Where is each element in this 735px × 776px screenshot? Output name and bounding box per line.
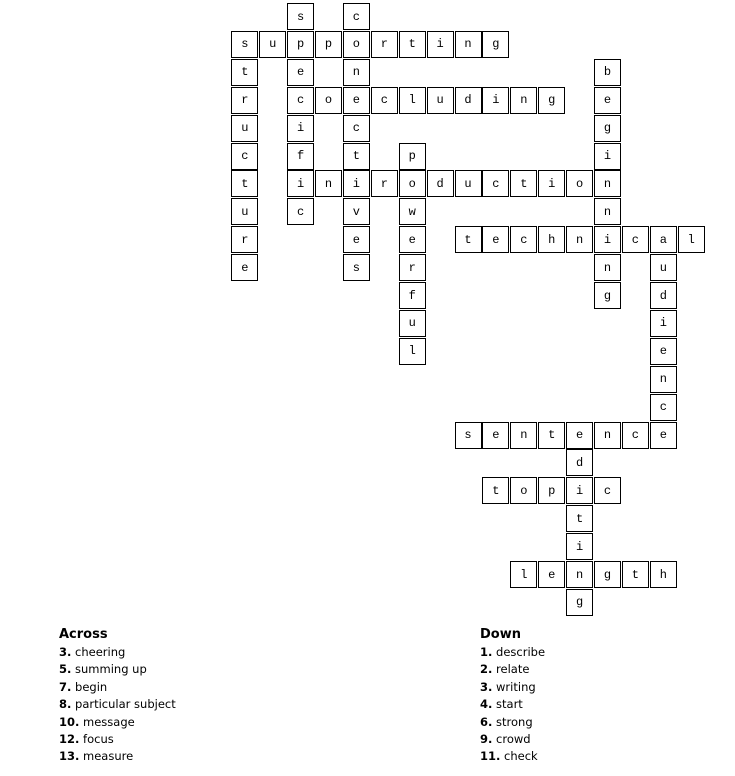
grid-cell[interactable]: e <box>482 422 509 449</box>
grid-cell[interactable]: g <box>566 589 593 616</box>
grid-cell[interactable]: t <box>510 170 537 197</box>
grid-cell[interactable]: o <box>343 31 370 58</box>
grid-cell[interactable]: p <box>399 143 426 170</box>
grid-cell[interactable]: g <box>594 561 621 588</box>
grid-cell[interactable]: v <box>343 198 370 225</box>
down-clue <box>480 714 545 731</box>
grid-cell[interactable]: c <box>287 87 314 114</box>
clue-text: focus <box>79 731 114 746</box>
grid-cell[interactable]: t <box>455 226 482 253</box>
clue-number: 7. <box>59 679 72 694</box>
grid-cell[interactable]: i <box>287 115 314 142</box>
clue-text: check <box>500 749 538 764</box>
grid-cell[interactable]: r <box>371 31 398 58</box>
clue-number: 6. <box>480 714 493 729</box>
grid-cell[interactable]: f <box>399 282 426 309</box>
clue-number: 3. <box>59 645 72 659</box>
grid-cell[interactable]: c <box>343 115 370 142</box>
grid-cell[interactable]: s <box>287 3 314 30</box>
across-clue-list <box>59 644 176 766</box>
down-clue <box>480 748 545 765</box>
grid-cell[interactable]: c <box>231 143 258 170</box>
grid-cell[interactable]: t <box>231 170 258 197</box>
grid-cell[interactable]: n <box>343 59 370 86</box>
grid-cell[interactable]: g <box>594 282 621 309</box>
down-clue-list <box>480 644 545 766</box>
grid-cell[interactable]: i <box>287 170 314 197</box>
grid-cell[interactable]: n <box>315 170 342 197</box>
grid-cell[interactable]: r <box>231 87 258 114</box>
grid-cell[interactable]: e <box>650 422 677 449</box>
clue-number: 12. <box>59 731 80 746</box>
clue-text: relate <box>492 662 530 677</box>
clue-text: message <box>79 714 135 729</box>
grid-cell[interactable]: e <box>287 59 314 86</box>
grid-cell[interactable]: l <box>399 87 426 114</box>
grid-cell[interactable]: e <box>594 87 621 114</box>
grid-cell[interactable]: d <box>427 170 454 197</box>
down-clues <box>480 627 545 766</box>
clue-text: crowd <box>492 731 531 746</box>
grid-cell[interactable]: c <box>510 226 537 253</box>
grid-cell[interactable]: d <box>566 449 593 476</box>
grid-cell[interactable]: n <box>510 422 537 449</box>
grid-cell[interactable]: n <box>594 170 621 197</box>
down-heading: Down <box>480 627 521 642</box>
grid-cell[interactable]: d <box>455 87 482 114</box>
grid-cell[interactable]: f <box>287 143 314 170</box>
grid-cell[interactable]: l <box>399 338 426 365</box>
grid-cell[interactable]: n <box>594 198 621 225</box>
grid-cell[interactable]: w <box>399 198 426 225</box>
grid-cell[interactable]: l <box>678 226 705 253</box>
across-clue <box>59 714 176 731</box>
down-clue <box>480 731 545 748</box>
grid-cell[interactable]: t <box>231 59 258 86</box>
grid-cell[interactable]: c <box>622 422 649 449</box>
grid-cell[interactable]: g <box>538 87 565 114</box>
grid-cell[interactable]: t <box>622 561 649 588</box>
clue-text: start <box>492 697 523 712</box>
grid-cell[interactable]: e <box>343 87 370 114</box>
grid-cell[interactable]: e <box>538 561 565 588</box>
grid-cell[interactable]: n <box>594 254 621 281</box>
grid-cell[interactable]: u <box>259 31 286 58</box>
grid-cell[interactable]: b <box>594 59 621 86</box>
grid-cell[interactable]: s <box>343 254 370 281</box>
grid-cell[interactable]: e <box>343 226 370 253</box>
clue-number: 4. <box>480 697 493 712</box>
grid-cell[interactable]: s <box>231 31 258 58</box>
across-clue <box>59 644 176 661</box>
clue-number: 8. <box>59 697 72 712</box>
grid-cell[interactable]: u <box>650 254 677 281</box>
clue-number: 1. <box>480 645 493 659</box>
grid-cell[interactable]: i <box>650 310 677 337</box>
clue-text: measure <box>79 749 134 764</box>
across-heading: Across <box>59 627 108 642</box>
grid-cell[interactable]: g <box>594 115 621 142</box>
clue-text: writing <box>492 679 536 694</box>
grid-cell[interactable]: n <box>510 87 537 114</box>
down-clue <box>480 679 545 696</box>
clue-text: strong <box>492 714 533 729</box>
grid-cell[interactable]: i <box>482 87 509 114</box>
grid-cell[interactable]: i <box>594 143 621 170</box>
grid-cell[interactable]: n <box>566 226 593 253</box>
grid-cell[interactable]: n <box>650 366 677 393</box>
grid-cell[interactable]: u <box>399 310 426 337</box>
grid-cell[interactable]: n <box>566 561 593 588</box>
grid-cell[interactable]: c <box>594 477 621 504</box>
clue-text: particular subject <box>71 697 176 712</box>
grid-cell[interactable]: t <box>343 143 370 170</box>
across-clues <box>59 627 176 766</box>
grid-cell[interactable]: t <box>482 477 509 504</box>
down-clue <box>480 661 545 678</box>
grid-cell[interactable]: u <box>427 87 454 114</box>
grid-cell[interactable]: r <box>399 254 426 281</box>
grid-cell[interactable]: o <box>510 477 537 504</box>
grid-cell[interactable]: c <box>287 198 314 225</box>
grid-cell[interactable]: p <box>538 477 565 504</box>
grid-cell[interactable]: r <box>371 170 398 197</box>
clue-number: 2. <box>480 662 493 677</box>
clue-text: describe <box>492 645 546 659</box>
grid-cell[interactable]: t <box>566 505 593 532</box>
clue-number: 5. <box>59 662 72 677</box>
across-clue <box>59 696 176 713</box>
grid-cell[interactable]: o <box>566 170 593 197</box>
clue-number: 3. <box>480 679 493 694</box>
grid-cell[interactable]: n <box>594 422 621 449</box>
grid-cell[interactable]: i <box>566 533 593 560</box>
grid-cell[interactable]: i <box>427 31 454 58</box>
grid-cell[interactable]: u <box>231 115 258 142</box>
down-clue <box>480 644 545 661</box>
across-clue <box>59 661 176 678</box>
grid-cell[interactable]: i <box>343 170 370 197</box>
grid-cell[interactable]: e <box>399 226 426 253</box>
grid-cell[interactable]: e <box>566 422 593 449</box>
grid-cell[interactable]: c <box>622 226 649 253</box>
grid-cell[interactable]: t <box>399 31 426 58</box>
down-clue <box>480 696 545 713</box>
grid-cell[interactable]: e <box>482 226 509 253</box>
grid-cell[interactable]: e <box>650 338 677 365</box>
grid-cell[interactable]: c <box>371 87 398 114</box>
across-clue <box>59 748 176 765</box>
grid-cell[interactable]: c <box>482 170 509 197</box>
across-clue <box>59 731 176 748</box>
grid-cell[interactable]: h <box>650 561 677 588</box>
grid-cell[interactable]: t <box>538 422 565 449</box>
grid-cell[interactable]: g <box>482 31 509 58</box>
clue-number: 13. <box>59 749 80 764</box>
across-clue <box>59 679 176 696</box>
grid-cell[interactable]: s <box>455 422 482 449</box>
grid-cell[interactable]: e <box>231 254 258 281</box>
grid-cell[interactable]: o <box>315 87 342 114</box>
grid-cell[interactable]: o <box>399 170 426 197</box>
grid-cell[interactable]: d <box>650 282 677 309</box>
grid-cell[interactable]: h <box>538 226 565 253</box>
grid-cell[interactable]: i <box>538 170 565 197</box>
grid-cell[interactable]: u <box>231 198 258 225</box>
clue-text: cheering <box>71 645 126 659</box>
grid-cell[interactable]: i <box>594 226 621 253</box>
grid-cell[interactable]: c <box>343 3 370 30</box>
grid-cell[interactable]: i <box>566 477 593 504</box>
grid-cell[interactable]: u <box>455 170 482 197</box>
clue-text: summing up <box>71 662 147 677</box>
grid-cell[interactable]: l <box>510 561 537 588</box>
grid-cell[interactable]: a <box>650 226 677 253</box>
clue-number: 9. <box>480 731 493 746</box>
clue-number: 10. <box>59 714 80 729</box>
grid-cell[interactable]: n <box>455 31 482 58</box>
clue-text: begin <box>71 679 108 694</box>
grid-cell[interactable]: p <box>315 31 342 58</box>
grid-cell[interactable]: c <box>650 394 677 421</box>
clue-number: 11. <box>480 749 501 764</box>
grid-cell[interactable]: p <box>287 31 314 58</box>
grid-cell[interactable]: r <box>231 226 258 253</box>
